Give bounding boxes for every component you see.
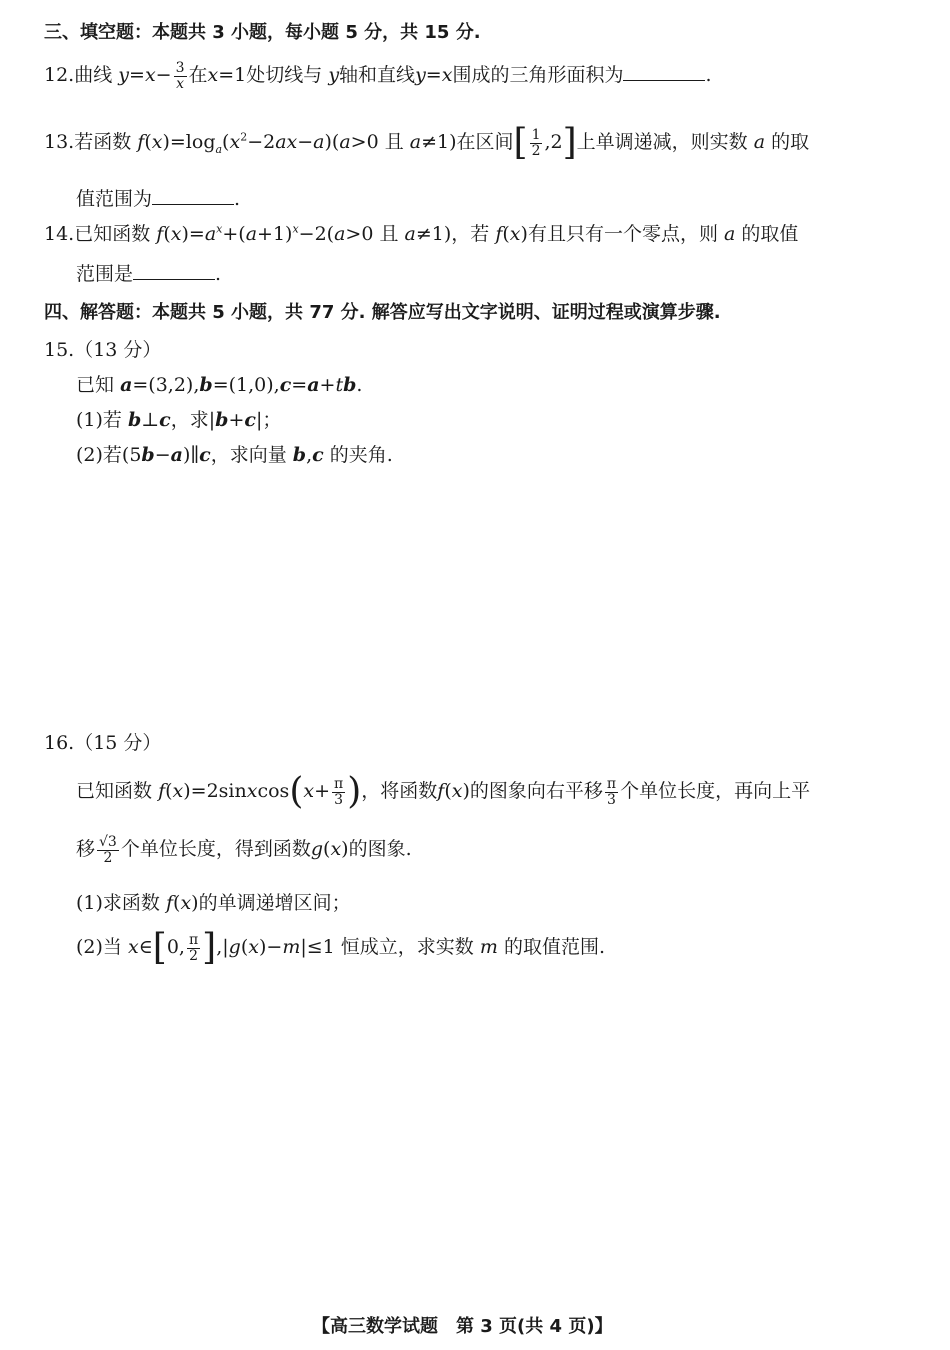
question-14: 14.已知函数 $f(x)=a^x+(a+1)^x-2(a>0$ 且 a≠1)，若 f(x)有且只有一个零点，则 a 的取值 <box>44 222 799 245</box>
question-number: 12. <box>44 64 75 86</box>
question-15-part-2: (2)若(5b−a)∥c，求向量 b,c 的夹角. <box>76 444 393 466</box>
answer-blank <box>623 64 705 81</box>
question-16-part-1: (1)求函数 f(x)的单调递增区间； <box>76 892 351 914</box>
section-3-title: 三、填空题：本题共 3 小题，每小题 5 分，共 15 分. <box>44 22 481 43</box>
question-16-line2: 移 $\frac{√3}{2}$ 个单位长度，得到函数g(x)的图象. <box>76 833 412 866</box>
question-13: 13.若函数 $f(x)=\log_a(x^2-2ax-a)(a>0$ 且 a≠1)在区间[ $\frac{1}{2}$ ,2]上单调递减，则实数 a 的取 <box>44 122 810 163</box>
question-13-line2: 值范围为 . <box>76 188 241 210</box>
section-4-title: 四、解答题：本题共 5 小题，共 77 分. 解答应写出文字说明、证明过程或演算步骤. <box>44 302 721 323</box>
question-12: 12.曲线 y=x− $\frac{3}{x}$ 在x=1处切线与 y轴和直线y=x围成的三角形面积为 . <box>44 59 712 92</box>
page-footer: 【高三数学试题 第 3 页(共 4 页)】 <box>312 1316 613 1337</box>
question-15-given: 已知 a=(3,2),b=(1,0),c=a+tb. <box>76 374 363 396</box>
answer-blank <box>133 263 215 280</box>
question-14-line2: 范围是 . <box>76 263 222 285</box>
question-15-part-1: (1)若 b⊥c，求|b+c|； <box>76 409 282 431</box>
question-16-part-2: (2)当 x∈[0, $\frac{\pi}{2}$ ],|g(x)−m|≤1 恒成立，求实数 m 的取值范围. <box>76 927 605 968</box>
answer-blank <box>152 188 234 205</box>
question-16-header: 16.（15 分） <box>44 732 162 754</box>
question-16-given: 已知函数 f(x)=2sinxcos(x+ $\frac{\pi}{3}$ )，将函数f(x)的图象向右平移 $\frac{\pi}{3}$ 个单位长度，再向上平 <box>76 771 811 812</box>
question-15-header: 15.（13 分） <box>44 339 162 361</box>
